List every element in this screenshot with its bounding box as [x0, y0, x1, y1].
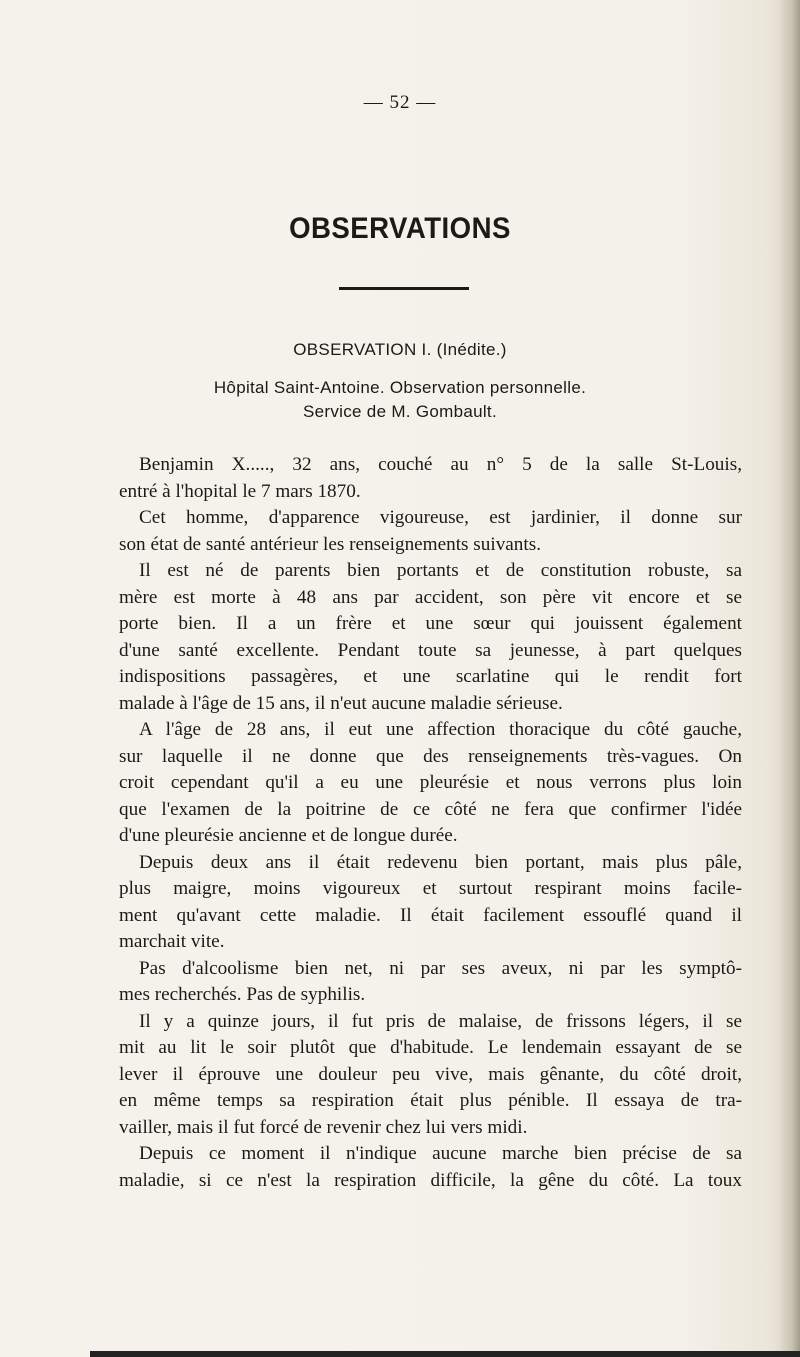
text-line: marchait vite.: [119, 931, 225, 952]
text-line: Cet homme, d'apparence vigoureuse, est jardinier, il donne sur: [139, 507, 742, 528]
bottom-rule: [90, 1351, 800, 1357]
text-line: plus maigre, moins vigoureux et surtout respirant moins facile-: [119, 878, 742, 899]
text-line: Pas d'alcoolisme bien net, ni par ses aveux, ni par les symptô-: [139, 957, 742, 979]
text-line: indispositions passagères, et une scarlatine qui le rendit fort: [119, 666, 742, 687]
text-line: croit cependant qu'il a eu une pleurésie et nous verrons plus loin: [119, 772, 742, 793]
text-line: Il y a quinze jours, il fut pris de malaise, de frissons légers, il se: [139, 1010, 742, 1032]
body-text: [119, 452, 742, 1194]
text-line: que l'examen de la poitrine de ce côté ne fera que confirmer l'idée: [119, 798, 742, 820]
text-line: mit au lit le soir plutôt que d'habitude. Le lendemain essayant de se: [119, 1037, 742, 1058]
text-line: son état de santé antérieur les renseignements suivants.: [119, 533, 541, 555]
title-rule: [339, 287, 469, 290]
page-number: — 52 —: [363, 92, 437, 113]
text-line: en même temps sa respiration était plus pénible. Il essaya de tra-: [119, 1090, 742, 1111]
text-line: d'une pleurésie ancienne et de longue durée.: [119, 825, 458, 846]
text-line: A l'âge de 28 ans, il eut une affection thoracique du côté gauche,: [139, 719, 742, 740]
text-line: mère est morte à 48 ans par accident, son père vit encore et se: [119, 586, 742, 608]
text-line: sur laquelle il ne donne que des renseignements très-vagues. On: [119, 745, 742, 767]
text-line: entré à l'hopital le 7 mars 1870.: [119, 480, 361, 502]
service-line: Service de M. Gombault.: [303, 402, 497, 421]
text-line: Depuis deux ans il était redevenu bien portant, mais plus pâle,: [139, 851, 742, 873]
text-line: maladie, si ce n'est la respiration difficile, la gêne du côté. La toux: [119, 1169, 742, 1191]
text-line: d'une santé excellente. Pendant toute sa jeunesse, à part quelques: [119, 639, 742, 661]
observation-heading: OBSERVATION I. (Inédite.): [293, 340, 507, 359]
text-line: porte bien. Il a un frère et une sœur qui jouissent également: [119, 613, 742, 634]
text-line: ment qu'avant cette maladie. Il était facilement essouflé quand il: [119, 904, 742, 926]
text-line: Il est né de parents bien portants et de constitution robuste, sa: [139, 560, 742, 581]
page-edge-shadow: [778, 0, 800, 1357]
text-line: Depuis ce moment il n'indique aucune marche bien précise de sa: [139, 1143, 742, 1164]
hospital-line: Hôpital Saint-Antoine. Observation personnelle.: [213, 378, 587, 397]
section-title: OBSERVATIONS: [289, 212, 511, 245]
text-line: lever il éprouve une douleur peu vive, mais gênante, du côté droit,: [119, 1063, 742, 1085]
text-line: Benjamin X....., 32 ans, couché au n° 5 de la salle St-Louis,: [139, 454, 742, 475]
text-line: vailler, mais il fut forcé de revenir chez lui vers midi.: [119, 1116, 528, 1138]
text-line: mes recherchés. Pas de syphilis.: [119, 984, 366, 1005]
text-line: malade à l'âge de 15 ans, il n'eut aucune maladie sérieuse.: [119, 692, 563, 714]
